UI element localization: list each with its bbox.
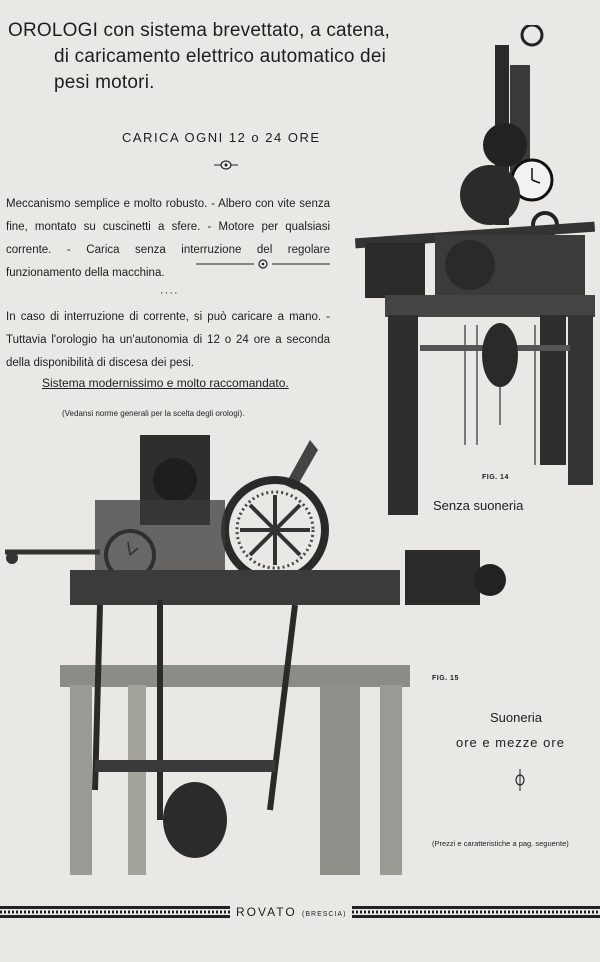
fig15-caption-line-2: ore e mezze ore — [456, 735, 565, 750]
title-line-3: pesi motori. — [54, 72, 155, 93]
title-line-1: OROLOGI con sistema brevettato, a catena, — [8, 20, 391, 41]
fig15-caption-line-1: Suoneria — [490, 710, 543, 725]
fig15-label: FIG. 15 — [432, 675, 459, 682]
price-note: (Prezzi e caratteristiche a pag. seguente) — [432, 839, 569, 848]
highlight-text: Sistema modernissimo e molto raccomandato. — [42, 376, 289, 390]
section-divider-icon: ···· — [160, 287, 179, 299]
footer-province: (BRESCIA) — [302, 911, 347, 918]
divider-ornament-icon — [196, 258, 330, 270]
note-text: (Vedansi norme generali per la scelta degli orologi). — [62, 409, 245, 418]
ornament-icon — [213, 158, 239, 172]
small-ornament-icon — [514, 768, 526, 792]
footer-location — [230, 905, 352, 919]
clock-mechanism-fig15-illustration — [0, 430, 510, 880]
footer-city: ROVATO — [236, 905, 297, 919]
fig14-caption: Senza suoneria — [433, 498, 524, 513]
paragraph-autonomy: In caso di interruzione di corrente, si può caricare a mano. - Tuttavia l'orologio ha un'autonomia di 12 o 24 ore a seconda della disponibilità di discesa dei pesi. — [6, 311, 330, 369]
fig14-label: FIG. 14 — [482, 474, 509, 481]
paragraph-mechanism: Meccanismo semplice e molto robusto. - Albero con vite senza fine, montato su cuscinetti a sfere. - Motore per qualsiasi corrente. - Carica senza interruzione del regolare funzionamento della macchina. — [6, 198, 330, 279]
title-line-2: di caricamento elettrico automatico dei — [54, 46, 387, 67]
subtitle: CARICA OGNI 12 o 24 ORE — [122, 130, 321, 145]
